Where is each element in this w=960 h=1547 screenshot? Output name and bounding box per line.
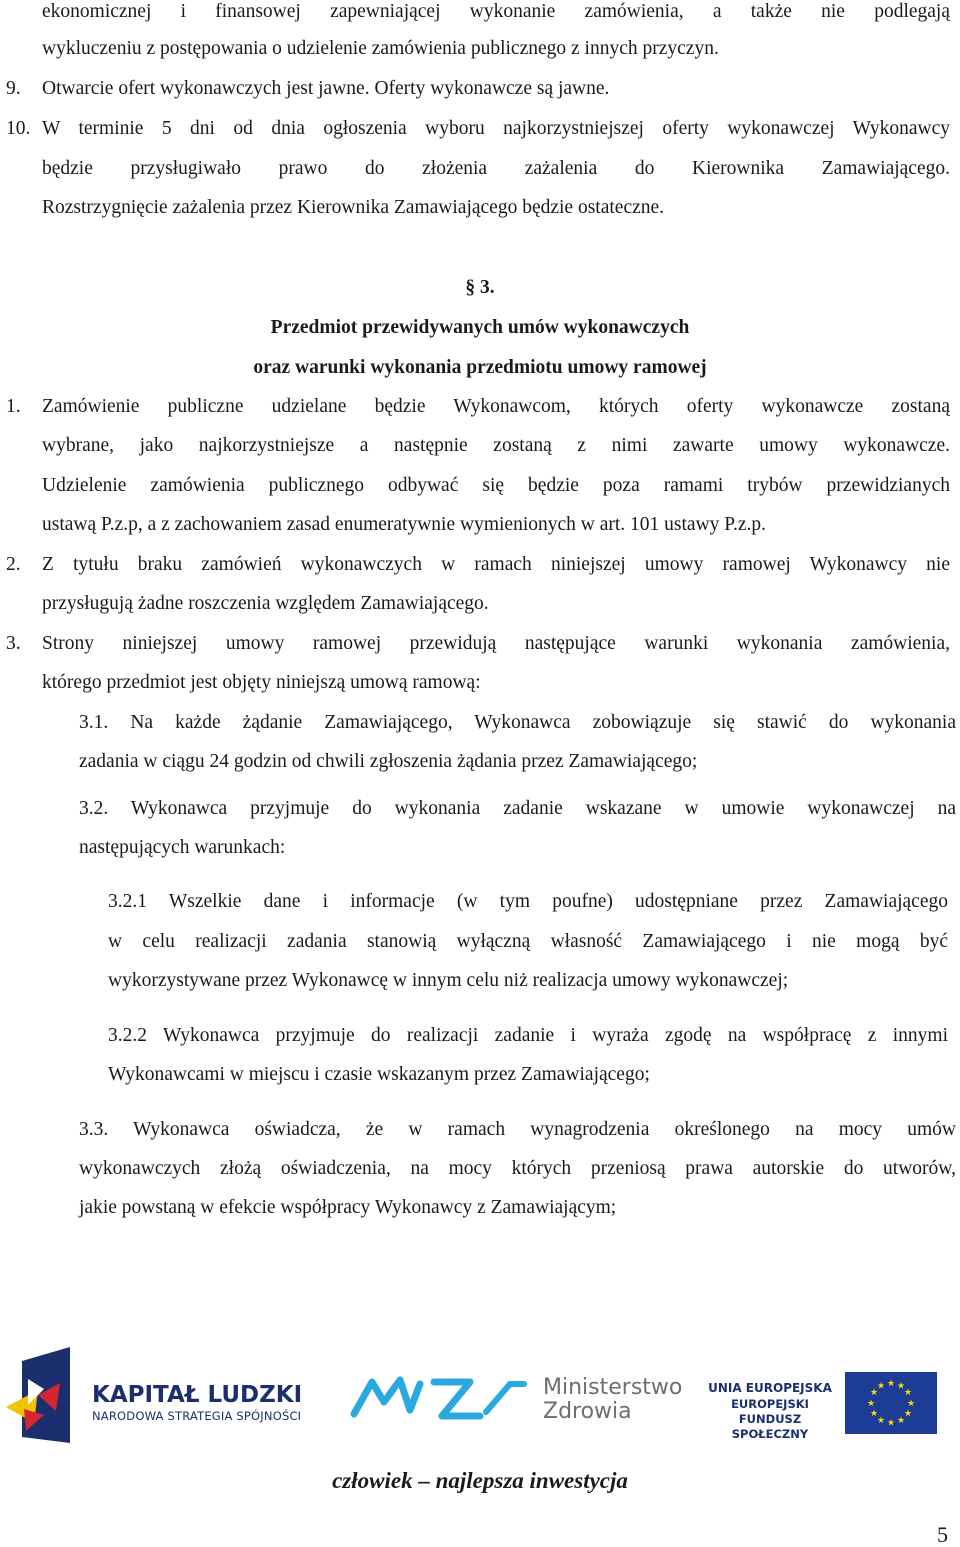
footer-logos (0, 1340, 960, 1450)
paragraph-line: Z tytułu braku zamówień wykonawczych w ramach niniejszej umowy ramowej Wykonawcy nie (42, 554, 950, 575)
zdrowia-label: Zdrowia (543, 1399, 632, 1424)
paragraph-line: którego przedmiot jest objęty niniejszą umową ramową: (42, 672, 481, 693)
subitem-line: wykonawczych złożą oświadczenia, na mocy których przeniosą prawa autorskie do utworów, (79, 1158, 956, 1179)
svg-text:★: ★ (886, 1418, 896, 1429)
paragraph-line: przysługują żadne roszczenia względem Zamawiającego. (42, 593, 489, 614)
svg-text:★: ★ (869, 1409, 879, 1419)
paragraph-line: wybrane, jako najkorzystniejsze a następnie zostaną z nimi zawarte umowy wykonawcze. (42, 435, 950, 456)
paragraph-line: będzie przysługiwało prawo do złożenia zażalenia do Kierownika Zamawiającego. (42, 158, 950, 179)
section-title: oraz warunki wykonania przedmiotu umowy ramowej (253, 357, 707, 378)
subitem-line: w celu realizacji zadania stanowią wyłączną własność Zamawiającego i nie mogą być (108, 931, 948, 952)
footer-motto: człowiek – najlepsza inwestycja (332, 1468, 628, 1493)
paragraph-line: Zamówienie publiczne udzielane będzie Wykonawcom, których oferty wykonawcze zostaną (42, 396, 950, 417)
list-number: 9. (6, 78, 21, 99)
svg-text:★: ★ (903, 1388, 913, 1398)
list-number: 2. (6, 554, 21, 575)
kapital-ludzki-subtitle: NARODOWA STRATEGIA SPÓJNOŚCI (92, 1409, 302, 1423)
subitem-line: Wykonawcami w miejscu i czasie wskazanym przez Zamawiającego; (108, 1064, 650, 1085)
page-number: 5 (937, 1522, 948, 1547)
fund-label: EUROPEJSKI (731, 1397, 809, 1411)
svg-text:★: ★ (866, 1399, 876, 1409)
svg-text:★: ★ (896, 1416, 906, 1426)
subitem-line: 3.2. Wykonawca przyjmuje do wykonania zadanie wskazane w umowie wykonawczej na (79, 798, 956, 819)
list-number: 3. (6, 633, 21, 654)
svg-text:★: ★ (906, 1399, 916, 1409)
list-number: 10. (6, 118, 31, 139)
paragraph-line: ustawą P.z.p, a z zachowaniem zasad enumeratywnie wymienionych w art. 101 ustawy P.z.p. (42, 514, 766, 535)
section-number: § 3. (465, 277, 495, 298)
kapital-ludzki-emblem-icon (4, 1345, 74, 1445)
subitem-line: 3.2.2 Wykonawca przyjmuje do realizacji zadanie i wyraża zgodę na współpracę z innymi (108, 1025, 948, 1046)
fund-label: FUNDUSZ SPOŁECZNY (731, 1412, 809, 1441)
svg-text:★: ★ (876, 1381, 886, 1392)
ministerstwo-label: Ministerstwo (543, 1375, 683, 1400)
paragraph-line: Strony niniejszej umowy ramowej przewidują następujące warunki wykonania zamówienia, (42, 633, 950, 654)
subitem-line: 3.3. Wykonawca oświadcza, że w ramach wynagrodzenia określonego na mocy umów (79, 1119, 956, 1140)
subitem-line: następujących warunkach: (79, 837, 286, 858)
subitem-line: 3.2.1 Wszelkie dane i informacje (w tym poufne) udostępniane przez Zamawiającego (108, 891, 948, 912)
ministerstwo-zdrowia-emblem-icon (350, 1372, 532, 1422)
paragraph-line: Otwarcie ofert wykonawczych jest jawne. Oferty wykonawcze są jawne. (42, 78, 610, 99)
kapital-ludzki-title: KAPITAŁ LUDZKI (92, 1382, 303, 1408)
paragraph-line: Rozstrzygnięcie zażalenia przez Kierownika Zamawiającego będzie ostateczne. (42, 197, 665, 218)
paragraph-line: ekonomicznej i finansowej zapewniającej wykonanie zamówienia, a także nie podlegają (42, 1, 950, 22)
svg-text:★: ★ (903, 1409, 913, 1419)
paragraph-line: W terminie 5 dni od dnia ogłoszenia wyboru najkorzystniejszej oferty wykonawczej Wykonawcy (42, 118, 950, 139)
paragraph-line: Udzielenie zamówienia publicznego odbywać się będzie poza ramami trybów przewidzianych (42, 475, 950, 496)
subitem-line: wykorzystywane przez Wykonawcę w innym celu niż realizacja umowy wykonawczej; (108, 970, 789, 991)
list-number: 1. (6, 396, 21, 417)
subitem-line: jakie powstaną w efekcie współpracy Wykonawcy z Zamawiającym; (79, 1197, 617, 1218)
eu-flag-icon (845, 1372, 937, 1434)
section-title: Przedmiot przewidywanych umów wykonawczych (270, 317, 690, 338)
svg-text:★: ★ (896, 1381, 906, 1392)
svg-text:★: ★ (869, 1388, 879, 1398)
eu-label: UNIA EUROPEJSKA (708, 1381, 832, 1395)
svg-text:★: ★ (886, 1379, 896, 1389)
svg-text:★: ★ (876, 1416, 886, 1426)
subitem-line: 3.1. Na każde żądanie Zamawiającego, Wykonawca zobowiązuje się stawić do wykonania (79, 712, 956, 733)
subitem-line: zadania w ciągu 24 godzin od chwili zgłoszenia żądania przez Zamawiającego; (79, 751, 698, 772)
paragraph-line: wykluczeniu z postępowania o udzielenie zamówienia publicznego z innych przyczyn. (42, 38, 719, 59)
